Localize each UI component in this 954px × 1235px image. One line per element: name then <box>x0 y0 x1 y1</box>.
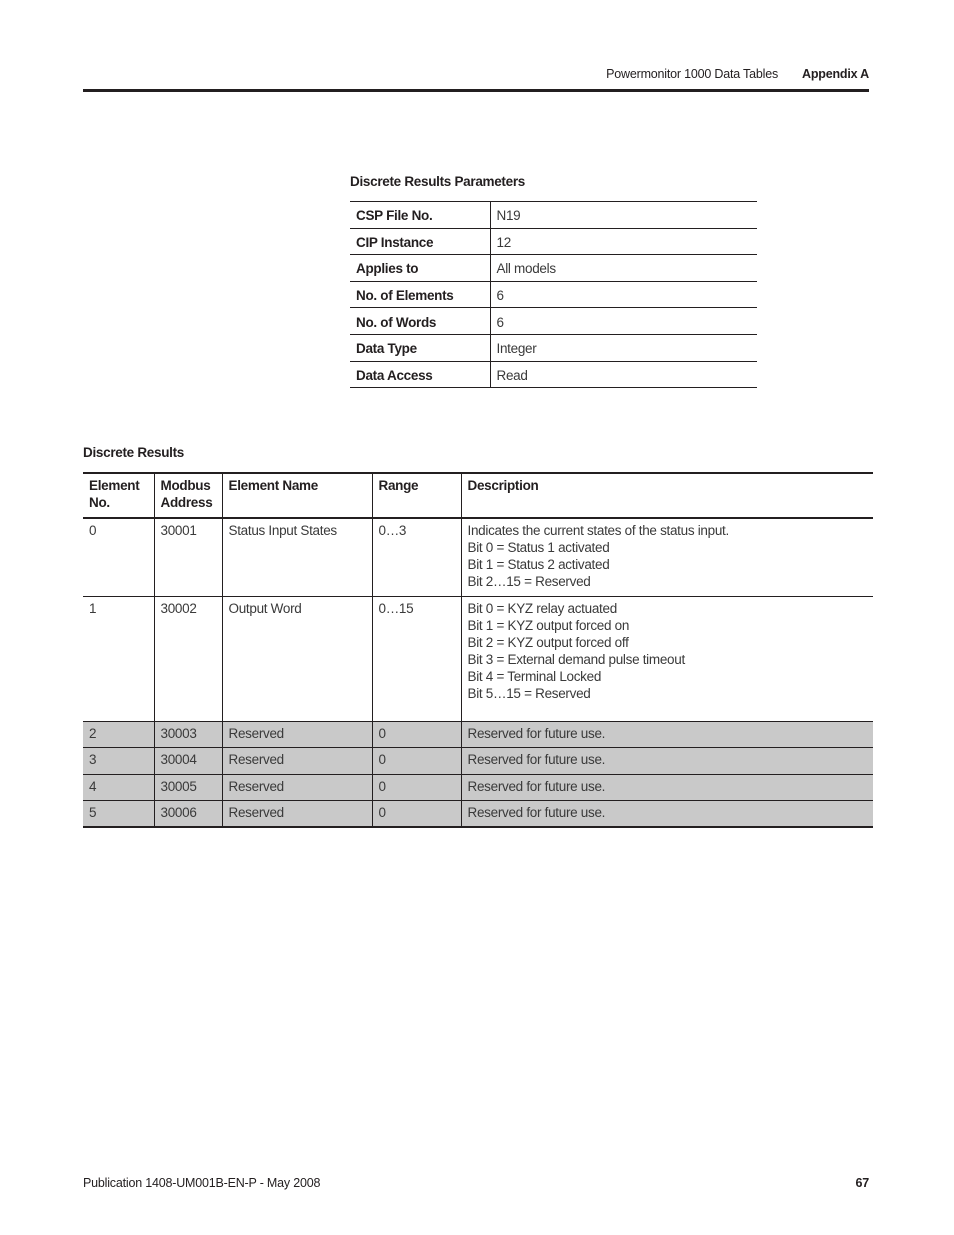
cell-element: 5 <box>83 801 154 828</box>
params-table-caption: Discrete Results Parameters <box>350 174 526 189</box>
cell-name: Reserved <box>222 721 372 748</box>
page-header <box>83 64 869 84</box>
results-table-caption: Discrete Results <box>83 445 184 460</box>
cell-element: 3 <box>83 748 154 775</box>
param-key: CSP File No. <box>350 202 490 229</box>
cell-description: Bit 0 = KYZ relay actuated Bit 1 = KYZ output forced on Bit 2 = KYZ output forced off Bit 3 = External demand pulse timeout Bit 4 = Terminal Locked Bit 5…15 = Reserved <box>461 596 873 721</box>
param-key: Data Access <box>350 361 490 388</box>
cell-address: 30005 <box>154 774 222 801</box>
cell-range: 0…3 <box>372 518 461 596</box>
param-key: Data Type <box>350 334 490 361</box>
section-title: Powermonitor 1000 Data Tables <box>606 67 778 81</box>
params-row <box>350 361 757 388</box>
header-modbus-address: Modbus Address <box>154 473 222 518</box>
cell-element: 1 <box>83 596 154 721</box>
table-row <box>83 518 873 596</box>
table-row <box>83 596 873 721</box>
cell-address: 30003 <box>154 721 222 748</box>
table-row <box>83 801 873 828</box>
cell-description: Reserved for future use. <box>461 774 873 801</box>
cell-address: 30006 <box>154 801 222 828</box>
cell-element: 0 <box>83 518 154 596</box>
header-element-no: Element No. <box>83 473 154 518</box>
param-value: Integer <box>490 334 757 361</box>
page-number: 67 <box>855 1176 869 1190</box>
params-row <box>350 228 757 255</box>
params-row <box>350 202 757 229</box>
cell-address: 30002 <box>154 596 222 721</box>
cell-name: Reserved <box>222 774 372 801</box>
cell-address: 30001 <box>154 518 222 596</box>
publication-id: Publication 1408-UM001B-EN-P - May 2008 <box>83 1176 321 1190</box>
cell-description: Reserved for future use. <box>461 721 873 748</box>
cell-description: Reserved for future use. <box>461 748 873 775</box>
appendix-label: Appendix A <box>802 67 869 81</box>
param-value: 6 <box>490 308 757 335</box>
table-row <box>83 774 873 801</box>
params-row <box>350 334 757 361</box>
results-table <box>83 472 873 828</box>
cell-range: 0 <box>372 801 461 828</box>
cell-description: Indicates the current states of the status input. Bit 0 = Status 1 activated Bit 1 = Status 2 activated Bit 2…15 = Reserved <box>461 518 873 596</box>
cell-address: 30004 <box>154 748 222 775</box>
header-element-name: Element Name <box>222 473 372 518</box>
param-value: All models <box>490 255 757 282</box>
param-key: No. of Elements <box>350 281 490 308</box>
param-key: CIP Instance <box>350 228 490 255</box>
param-value: Read <box>496 367 528 383</box>
table-row <box>83 721 873 748</box>
cell-element: 2 <box>83 721 154 748</box>
cell-range: 0 <box>372 721 461 748</box>
header-rule <box>83 89 869 92</box>
results-header-row <box>83 473 873 518</box>
cell-element: 4 <box>83 774 154 801</box>
cell-name: Status Input States <box>222 518 372 596</box>
header-range: Range <box>372 473 461 518</box>
cell-description: Reserved for future use. <box>461 801 873 828</box>
param-value: 6 <box>490 281 757 308</box>
param-key: Applies to <box>350 255 490 282</box>
params-table <box>350 201 757 388</box>
params-row <box>350 281 757 308</box>
cell-name: Output Word <box>222 596 372 721</box>
param-value: N19 <box>490 202 757 229</box>
cell-name: Reserved <box>222 801 372 828</box>
cell-range: 0…15 <box>372 596 461 721</box>
cell-range: 0 <box>372 774 461 801</box>
header-description: Description <box>461 473 873 518</box>
cell-range: 0 <box>372 748 461 775</box>
param-key: No. of Words <box>350 308 490 335</box>
params-row <box>350 308 757 335</box>
table-row <box>83 748 873 775</box>
param-value: 12 <box>490 228 757 255</box>
cell-name: Reserved <box>222 748 372 775</box>
params-row <box>350 255 757 282</box>
